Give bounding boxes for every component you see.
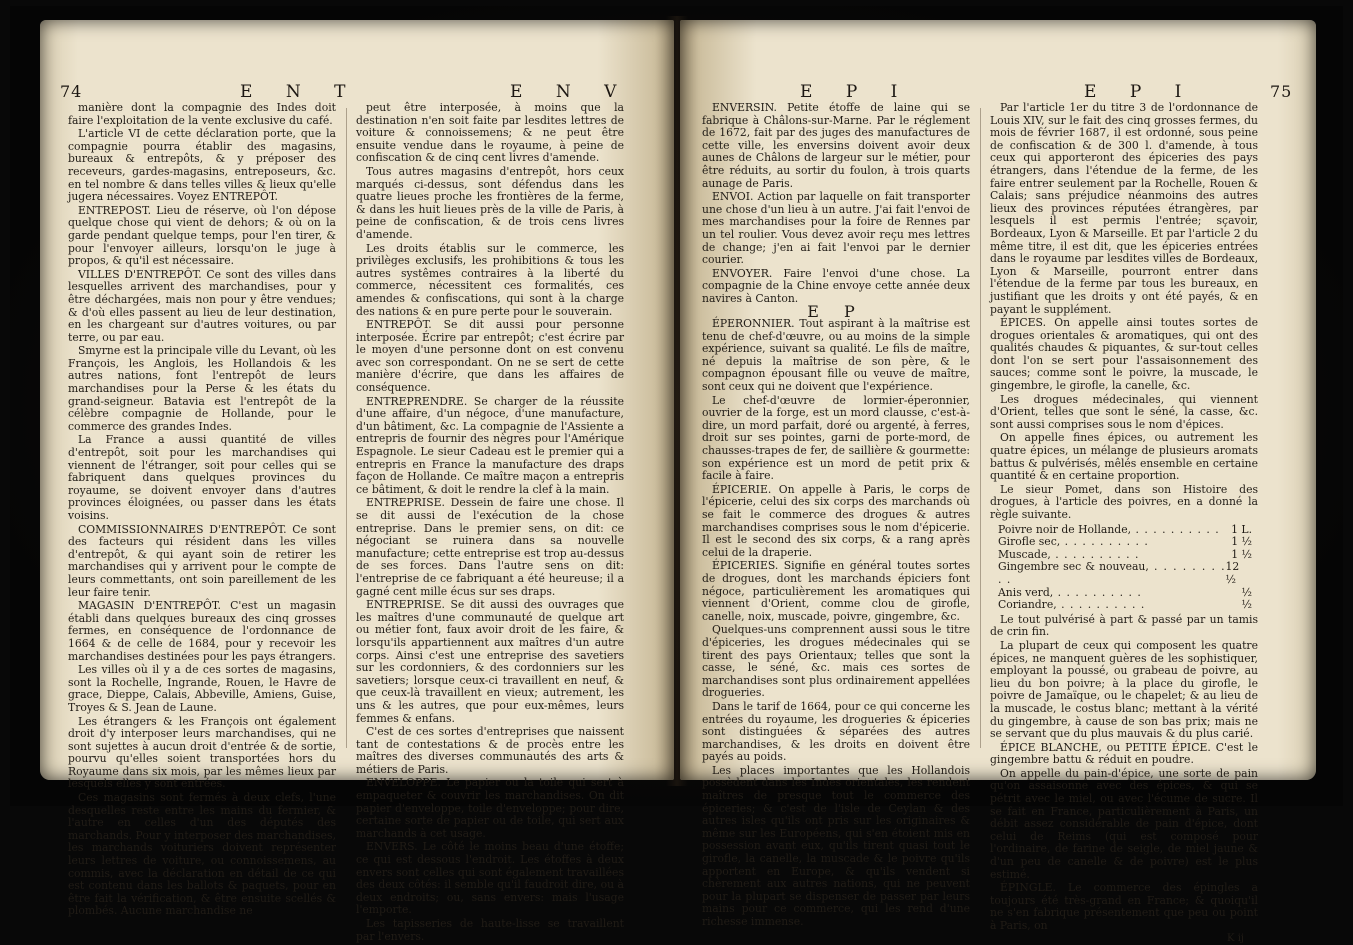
recipe-item: Girofle sec, . . . bbox=[998, 536, 1149, 549]
left-page bbox=[40, 20, 674, 943]
spice-recipe-table bbox=[998, 524, 1258, 612]
recipe-qty: 1 L. bbox=[1231, 522, 1252, 536]
left-head-word-1: E N T bbox=[240, 82, 360, 102]
paragraph: COMMISSIONNAIRES D'ENTREPÔT. Ce sont des facteurs qui résident dans les villes d'entrepôt, & qui ayant soin de retirer les marchandises qui y arrivent pour le compte de leurs commettants, ont soin pareillement de les leur faire tenir. bbox=[68, 522, 336, 599]
right-column-2 bbox=[990, 101, 1258, 944]
paragraph: VILLES D'ENTREPÔT. Ce sont des villes dans lesquelles arrivent des marchandises, pour y être déchargées, mais non pour y être vendues; & d'où elles passent au lieu de leur destination, en les chargeant sur d'autres voitures, ou par terre, ou par eau. bbox=[68, 267, 336, 344]
paragraph: Le chef-d'œuvre de lormier-éperonnier, ouvrier de la forge, est un mord clausse, c'est-à-dire, un mord parfait, doré ou argenté, à ferres, droit sur ses pointes, garni de porte-mord, de chausses-trapes de fer, de saillière & gourmette: son expérience est un mord de petit prix & facile à faire. bbox=[702, 393, 970, 483]
paragraph: Les étrangers & les François ont également droit d'y interposer leurs marchandises, qui ne sont sujettes à aucun droit d'entrée & de sortie, pourvu qu'elles soient transportées hors du Royaume dans six mois, par les mêmes lieux par lesquels elles y sont entrées. bbox=[68, 714, 336, 791]
recipe-row bbox=[998, 599, 1258, 612]
paragraph: Les drogues médecinales, qui viennent d'Orient, telles que sont le séné, la casse, &c. sont aussi comprises sous le nom d'épices. bbox=[990, 392, 1258, 431]
signature-mark: K ij bbox=[1227, 932, 1244, 944]
paragraph: Les droits établis sur le commerce, les privilèges exclusifs, les prohibitions & tous les autres systêmes contraires à la liberté du commerce, nécessitent ces formalités, ces amendes & confiscations, qui sont à la charge des nations & en pure perte pour le souverain. bbox=[356, 241, 624, 318]
paragraph: peut être interposée, à moins que la destination n'en soit faite par lesdites lettres de voiture & connoissemens; & ne peut être ensuite vendue dans le royaume, à peine de confiscation & de cinq cent livres d'amende. bbox=[356, 101, 624, 165]
paragraph: Smyrne est la principale ville du Levant, où les François, les Anglois, les Hollandois & les autres nations, font l'entrepôt de leurs marchandises pour la Perse & les états du grand-seigneur. Batavia est l'entrepôt de la célèbre compagnie de Hollande, pour le commerce des grandes Indes. bbox=[68, 344, 336, 433]
paragraph: Les places importantes que les Hollandois possèdent dans les Indes orientales, les rendent maîtres de presque tout le commerce des épiceries; & c'est de l'isle de Ceylan & des autres isles qu'ils ont pris sur les originaires & même sur les Européens, qui s'en étoient mis en possession avant eux, qu'ils tirent quasi tout le girofle, la canelle, la muscade & le poivre qu'ils apportent en Europe, & qu'ils vendent si chèrement aux autres nations, qui ne peuvent pour la plupart se dispenser de passer par leurs mains pour ce commerce, qui les rend d'une richesse immense. bbox=[702, 763, 970, 928]
right-page-number: 75 bbox=[1270, 82, 1293, 101]
paragraph: Le sieur Pomet, dans son Histoire des drogues, à l'article des poivres, en a donné la règle suivante. bbox=[990, 482, 1258, 521]
paragraph: Tous autres magasins d'entrepôt, hors ceux marqués ci-dessus, sont défendus dans les quatre lieues proche les frontières de la ferme, & dans les huit lieues près de la ville de Paris, à peine de confiscation, & de trois cens livres d'amende. bbox=[356, 164, 624, 241]
paragraph: Le tout pulvérisé à part & passé par un tamis de crin fin. bbox=[990, 612, 1258, 639]
paragraph: Quelques-uns comprennent aussi sous le titre d'épiceries, les drogues médecinales qui se tirent des pays Orientaux; telles que sont la casse, le séné, &c. mais ces sortes de marchandises sont plus ordinairement appellées drogueries. bbox=[702, 623, 970, 700]
left-head-word-2: E N V bbox=[510, 82, 631, 102]
paragraph: ENTREPRISE. Se dit aussi des ouvrages que les maîtres d'une communauté de quelque art ou métier font, faux avoir droit de les faire, & lorsqu'ils appartiennent aux maîtres d'un autre corps. Ainsi c'est une entreprise des savetiers sur les cordonniers, & des cordonniers sur les savetiers; lorsque ceux-ci travaillent en neuf, & que ceux-là travaillent en vieux; autrement, les uns & les autres, que pour eux-mêmes, leurs femmes & enfans. bbox=[356, 598, 624, 725]
paragraph: L'article VI de cette déclaration porte, que la compagnie pourra établir des magasins, bureaux & entrepôts, & y préposer des receveurs, gardes-magasins, entreposeurs, &c. en tel nombre & dans telles villes & lieux qu'elle jugera nécessaires. Voyez ENTREPÔT. bbox=[68, 127, 336, 204]
recipe-qty: 1 ½ bbox=[1231, 535, 1252, 549]
paragraph: On appelle fines épices, ou autrement les quatre épices, un mélange de plusieurs aromats battus & pulvérisés, mêlés ensemble en certaine quantité & en certaine proportion. bbox=[990, 431, 1258, 483]
recipe-row bbox=[998, 561, 1258, 586]
column-divider bbox=[980, 108, 981, 748]
recipe-item: Muscade, . . . bbox=[998, 549, 1139, 562]
recipe-item: Coriandre, . . . bbox=[998, 599, 1145, 612]
paragraph: Les tapisseries de haute-lisse se travaillent par l'envers. bbox=[356, 917, 624, 943]
recipe-item: Poivre noir de Hollande, . . . bbox=[998, 524, 1220, 537]
paragraph: ÉPICES. On appelle ainsi toutes sortes de drogues orientales & aromatiques, qui ont des qualités chaudes & piquantes, & sur-tout celles dont l'on se sert pour l'assaisonnement des sauces; comme sont le poivre, la muscade, le gingembre, le girofle, la canelle, &c. bbox=[990, 316, 1258, 393]
paragraph: ÉPICERIES. Signifie en général toutes sortes de drogues, dont les marchands épiciers font négoce, particulièrement les aromatiques qui viennent d'Orient, comme clou de girofle, canelle, noix, muscade, poivre, gingembre, &c. bbox=[702, 559, 970, 623]
right-head-word-2: E P I bbox=[1084, 82, 1196, 102]
paragraph: ENTREPÔT. Se dit aussi pour personne interposée. Écrire par entrepôt; c'est écrire par le moyen d'une personne dont on est convenu avec son correspondant. On ne se sert de cette manière d'écrire, que dans les affaires de conséquence. bbox=[356, 318, 624, 395]
recipe-qty: ½ bbox=[1241, 585, 1252, 599]
paragraph: ENVERS. Le côté le moins beau d'une étoffe; ce qui est dessous l'endroit. Les étoffes à deux envers sont celles qui sont également travaillées des deux côtés: il semble qu'il faudroit dire, ou à deux endroits; ou, sans envers: mais l'usage l'emporte. bbox=[356, 840, 624, 917]
paragraph: ÉPICERIE. On appelle à Paris, le corps de l'épicerie, celui des six corps des marchands où se fait le commerce des drogues & autres marchandises comprises sous le nom d'épicerie. Il est le second des six corps, & a rang après celui de la draperie. bbox=[702, 482, 970, 559]
paragraph: ENVERSIN. Petite étoffe de laine qui se fabrique à Châlons-sur-Marne. Par le réglement de 1672, fait par des juges des manufactures de cette ville, les enversins doivent avoir deux aunes de Châlons de largeur sur le métier, pour être réduits, au sortir du foulon, à trois quarts aunage de Paris. bbox=[702, 101, 970, 190]
left-column-2 bbox=[356, 101, 624, 943]
paragraph: La France a aussi quantité de villes d'entrepôt, soit pour les marchandises qui viennent de l'étranger, soit pour celles qui se fabriquent dans quelques provinces du royaume, se doivent envoyer dans d'autres provinces éloignées, ou passer dans les états voisins. bbox=[68, 433, 336, 522]
right-head-word-1: E P I bbox=[800, 82, 912, 102]
paragraph: Ces magasins sont fermés à deux clefs, l'une desquelles reste entre les mains du fermier, & l'autre en celles d'un des députés des marchands. Pour y interposer des marchandises, les marchands voituriers doivent représenter leurs lettres de voiture, ou connoissemens, au commis, avec la déclaration en détail de ce qui est contenu dans les ballots & paquets, pour en être fait la vérification, & être ensuite scellés & plombés. Aucune marchandise ne bbox=[68, 791, 336, 918]
right-page bbox=[680, 20, 1316, 944]
paragraph: ENVOYER. Faire l'envoi d'une chose. La compagnie de la Chine envoye cette année deux navires à Canton. bbox=[702, 266, 970, 305]
recipe-qty: ½ bbox=[1241, 598, 1252, 612]
paragraph: manière dont la compagnie des Indes doit faire l'exploitation de la vente exclusive du café. bbox=[68, 101, 336, 127]
recipe-qty: 1 ½ bbox=[1231, 547, 1252, 561]
section-heading: E P bbox=[807, 301, 865, 321]
paragraph: ENTREPOST. Lieu de réserve, où l'on dépose quelque chose qui vient de dehors; & où on la garde pendant quelque temps, pour l'en tirer, & pour l'envoyer ailleurs, lorsqu'on le juge à propos, & qu'il est nécessaire. bbox=[68, 203, 336, 268]
recipe-item: Gingembre sec & nouveau, . . . bbox=[998, 561, 1226, 586]
paragraph: ENVOI. Action par laquelle on fait transporter une chose d'un lieu à un autre. J'ai fait l'envoi de mes marchandises pour la foire de Rennes par un tel roulier. Vous devez avoir reçu mes lettres de change; j'en ai fait l'envoi par le dernier courier. bbox=[702, 190, 970, 267]
paragraph: ÉPINGLE. Le commerce des épingles a toujours été très-grand en France; & quoiqu'il ne s'en fabrique présentement que peu ou point à Paris, on bbox=[990, 881, 1258, 932]
paragraph: Les villes où il y a de ces sortes de magasins, sont la Rochelle, Ingrande, Rouen, le Havre de grace, Dieppe, Calais, Abbeville, Amiens, Guise, Troyes & S. Jean de Laune. bbox=[68, 663, 336, 714]
paragraph: Dans le tarif de 1664, pour ce qui concerne les entrées du royaume, les drogueries & épiceries sont distinguées & séparées des autres marchandises, & les droits en doivent être payés au poids. bbox=[702, 699, 970, 764]
left-page-number: 74 bbox=[60, 82, 83, 101]
recipe-row bbox=[998, 536, 1258, 549]
paragraph: C'est de ces sortes d'entreprises que naissent tant de contestations & de procès entre les maîtres des diverses communautés des arts & métiers de Paris. bbox=[356, 725, 624, 776]
paragraph: ENVELOPPE. Le papier ou la toile qui sert à empaqueter & couvrir les marchandises. On dit papier d'enveloppe, toile d'enveloppe; pour dire, certaine sorte de papier ou de toile, qui sert aux marchands à cet usage. bbox=[356, 776, 624, 840]
recipe-item: Anis verd, . . . bbox=[998, 587, 1142, 600]
column-divider bbox=[346, 108, 347, 748]
paragraph: ÉPICE BLANCHE, ou PETITE ÉPICE. C'est le gingembre battu & réduit en poudre. bbox=[990, 740, 1258, 767]
paragraph: ÉPERONNIER. Tout aspirant à la maîtrise est tenu de chef-d'œuvre, ou au moins de la simple expérience, suivant sa qualité. Le fils de maître, né depuis la maîtrise de son père, & le compagnon épousant fille ou veuve de maître, sont ceux qui ne doivent que l'expérience. bbox=[702, 317, 970, 394]
paragraph: ENTREPRENDRE. Se charger de la réussite d'une affaire, d'un négoce, d'une manufacture, d'un bâtiment, &c. La compagnie de l'Assiente a entrepris de fournir des nègres pour l'Amérique Espagnole. Le sieur Cadeau est le premier qui a entrepris en France la manufacture des draps façon de Hollande. Ce maître maçon a entrepris ce bâtiment, & doit le rendre la clef à la main. bbox=[356, 394, 624, 496]
paragraph: Par l'article 1er du titre 3 de l'ordonnance de Louis XIV, sur le fait des cinq grosses fermes, du mois de février 1687, il est ordonné, sous peine de confiscation & de 300 l. d'amende, à tous ceux qui apporteront des épiceries des pays étrangers, dans l'étendue de la ferme, de les faire entrer seulement par la Rochelle, Rouen & Calais; sans préjudice néanmoins des autres lieux des provinces réputées étrangères, par lesquels il est permis l'entrée; sçavoir, Bordeaux, Lyon & Marseille. Et par l'article 2 du même titre, il est dit, que les épiceries entrées dans le royaume par lesdites villes de Bordeaux, Lyon & Marseille, pourront entrer dans l'étendue de la ferme par tous les bureaux, en justifiant que les droits y ont été payés, & en payant le supplément. bbox=[990, 101, 1258, 316]
paragraph: ENTREPRISE. Dessein de faire une chose. Il se dit aussi de l'exécution de la chose entreprise. Dans le premier sens, on dit: ce négociant se ruinera dans sa nouvelle manufacture; cette entreprise est trop au-dessus de ses forces. Dans l'autre sens on dit: l'entreprise de ce fabriquant a été heureuse; il a gagné cent mille écus sur ses draps. bbox=[356, 496, 624, 598]
book-spread bbox=[10, 6, 1343, 944]
paragraph: La plupart de ceux qui composent les quatre épices, ne manquent guères de les sophistiquer, employant la poussé, ou grabeau de poivre, au lieu du bon poivre; à la place du girofle, le poivre de Jamaïque, ou le chapelet; & au lieu de la muscade, le costus blanc; mettant à la vérité du gingembre, à cause de son bas prix; mais ne se servant que du plus mauvais & du plus carié. bbox=[990, 638, 1258, 741]
recipe-qty: 12 ½ bbox=[1225, 560, 1240, 586]
right-column-1 bbox=[702, 101, 970, 928]
paragraph: MAGASIN D'ENTREPÔT. C'est un magasin établi dans quelques bureaux des cinq grosses fermes, en conséquence de l'ordonnance de 1664 & de celle de 1684, pour y recevoir les marchandises destinées pour les pays étrangers. bbox=[68, 599, 336, 663]
left-column-1 bbox=[68, 101, 336, 918]
paragraph: On appelle du pain-d'épice, une sorte de pain qu'on assaisonne avec des épices, & qui se pétrit avec le miel, ou avec l'écume de sucre. Il se fait en France, particulièrement à Paris, un débit assez considérable de pain d'épice, dont celui de Reims (qui est composé pour l'ordinaire, de farine de seigle, de miel jaune & d'un peu de canelle & de poivre) est le plus estimé. bbox=[990, 766, 1258, 881]
